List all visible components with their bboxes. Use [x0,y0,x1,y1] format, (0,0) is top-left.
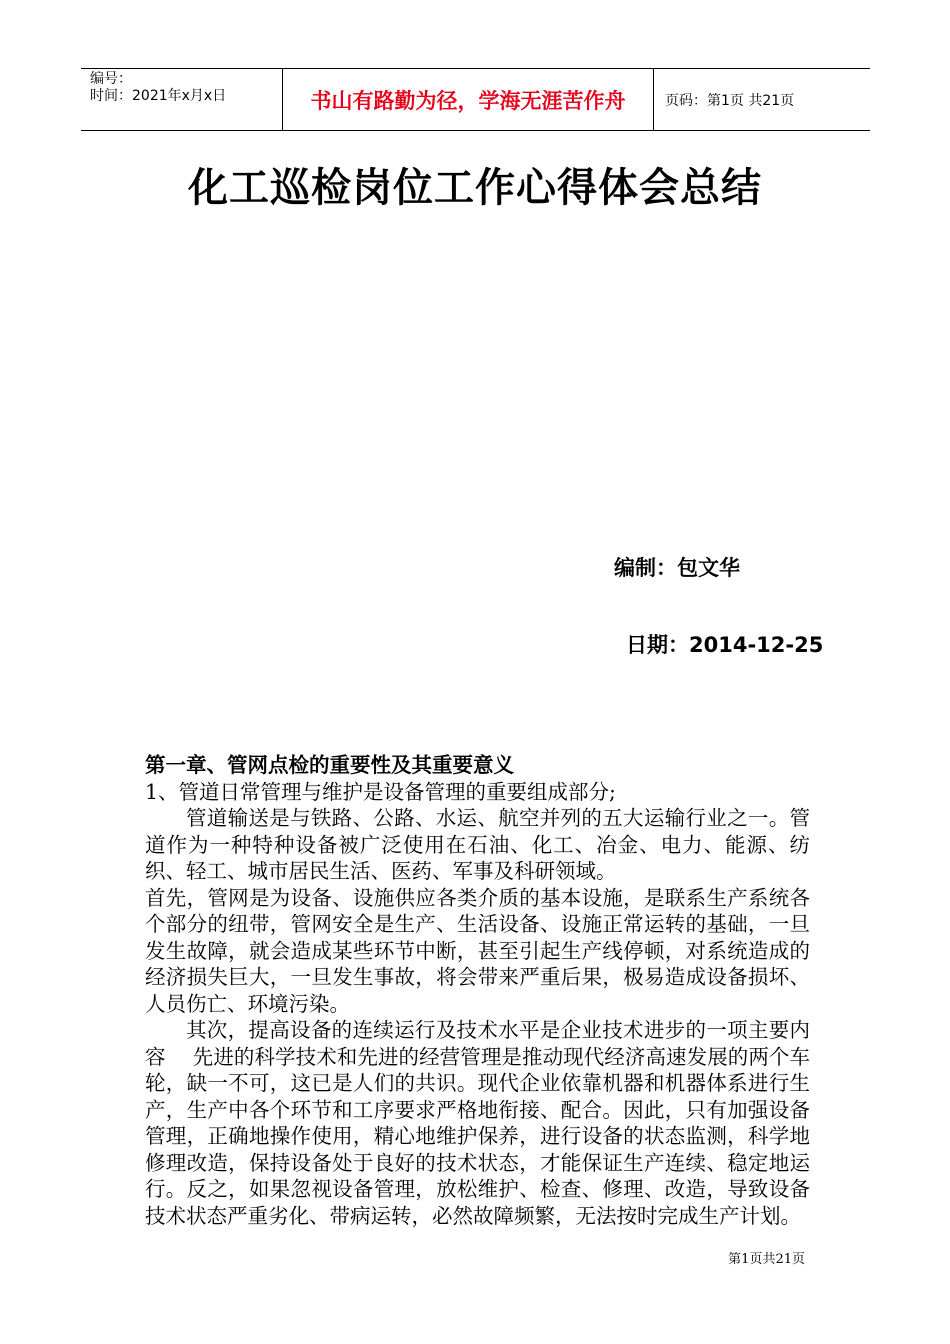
chapter-heading: 第一章、管网点检的重要性及其重要意义 [145,753,514,777]
paragraph: 首先，管网是为设备、设施供应各类介质的基本设施，是联系生产系统各个部分的纽带，管网安全是生产、生活设备、设施正常运转的基础，一旦发生故障，就会造成某些环节中断，甚至引起生产线停顿，对系统造成的经济损失巨大，一旦发生事故，将会带来严重后果，极易造成设备损坏、人员伤亡、环境污染。 [145,885,810,1016]
date-line: 日期：2014-12-25 [626,633,824,657]
document-body [145,752,810,1229]
document-header [81,68,870,131]
time-label: 时间：2021年x月x日 [90,88,227,104]
document-title: 化工巡检岗位工作心得体会总结 [188,165,762,211]
paragraph: 管道输送是与铁路、公路、水运、航空并列的五大运输行业之一。管道作为一种特种设备被广泛使用在石油、化工、冶金、电力、能源、纺织、轻工、城市居民生活、医药、军事及科研领域。 [145,806,810,883]
header-motto: 书山有路勤为径，学海无涯苦作舟 [282,69,654,130]
serial-label: 编号： [90,71,132,87]
header-meta [81,69,282,130]
section-heading: 1、管道日常管理与维护是设备管理的重要组成部分; [145,779,616,804]
header-page-info: 页码：第1页 共21页 [665,92,795,109]
paragraph: 其次，提高设备的连续运行及技术水平是企业技术进步的一项主要内容 先进的科学技术和先进的经营管理是推动现代经济高速发展的两个车轮，缺一不可，这已是人们的共识。现代企业依靠机器和机器体系进行生产，生产中各个环节和工序要求严格地衔接、配合。因此，只有加强设备管理，正确地操作使用，精心地维护保养，进行设备的状态监测，科学地修理改造，保持设备处于良好的技术状态，才能保证生产连续、稳定地运行。反之，如果忽视设备管理，放松维护、检查、修理、改造，导致设备技术状态严重劣化、带病运转，必然故障频繁，无法按时完成生产计划。 [145,1018,810,1228]
page-footer: 第1页共21页 [728,1252,805,1267]
author-line: 编制：包文华 [614,556,740,580]
